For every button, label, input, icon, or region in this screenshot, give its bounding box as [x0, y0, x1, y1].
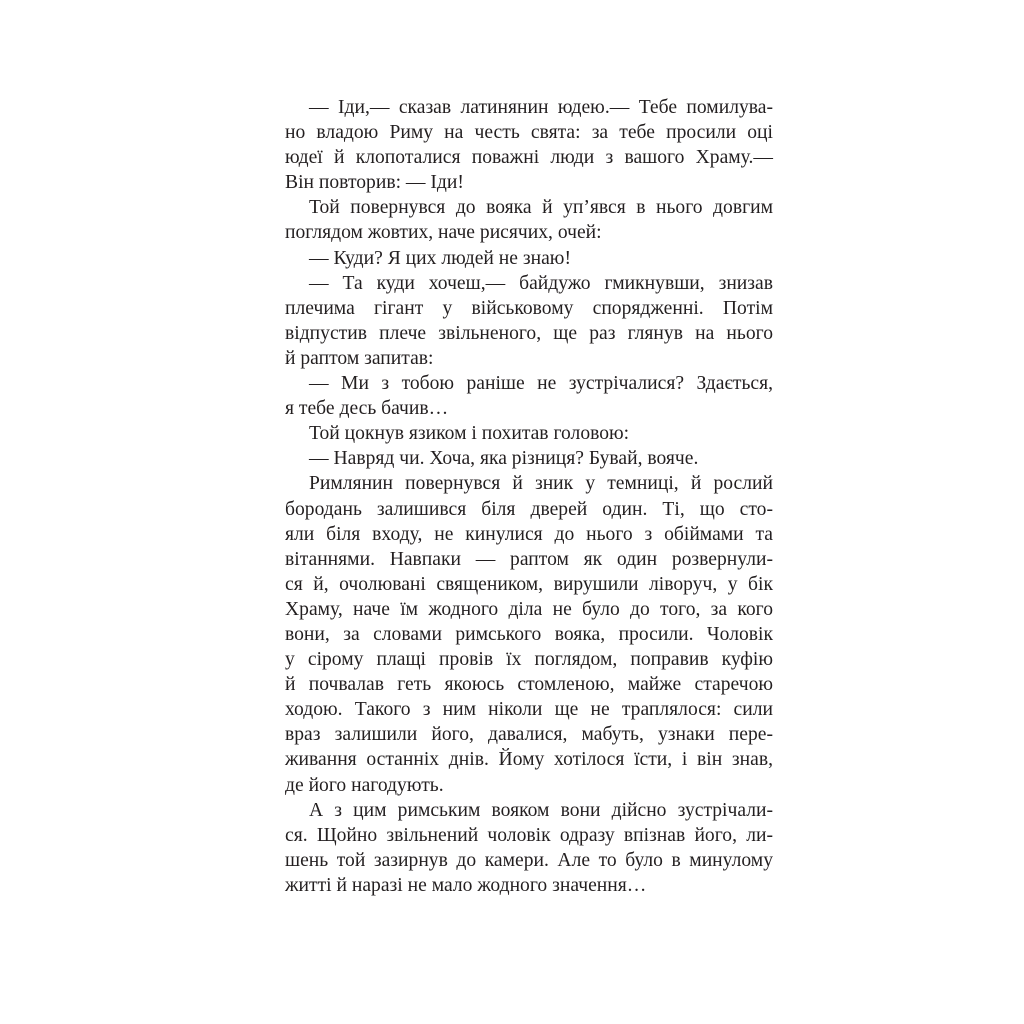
text-line: плечима гігант у військовому спорядженні. Потім — [285, 297, 773, 319]
text-line: Римлянин повернувся й зник у темниці, й рослий — [309, 473, 773, 495]
text-line: я тебе десь бачив… — [285, 398, 449, 420]
text-line: у сірому плащі провів їх поглядом, поправив куфію — [285, 649, 773, 671]
text-line: й раптом запитав: — [285, 347, 434, 369]
text-line: вони, за словами римського вояка, просили. Чоловік — [285, 623, 773, 645]
text-line: — Куди? Я цих людей не знаю! — [309, 247, 571, 269]
text-line: — Ми з тобою раніше не зустрічалися? Здається, — [309, 373, 773, 395]
text-line: — Та куди хочеш,— байдужо гмикнувши, знизав — [309, 272, 773, 294]
text-line: житті й наразі не мало жодного значення… — [285, 874, 647, 896]
text-line: поглядом жовтих, наче рисячих, очей: — [285, 222, 602, 244]
text-line: де його нагодують. — [285, 774, 444, 796]
text-line: Той повернувся до вояка й уп’явся в нього довгим — [309, 197, 773, 219]
text-line: яли біля входу, не кинулися до нього з обіймами та — [285, 523, 773, 545]
text-line: ся й, очолювані священиком, вирушили ліворуч, у бік — [285, 573, 773, 595]
text-line: ходою. Такого з ним ніколи ще не траплялося: сили — [285, 699, 773, 721]
book-page-text — [285, 95, 773, 898]
text-line: но владою Риму на честь свята: за тебе просили оці — [285, 122, 773, 144]
text-line: живання останніх днів. Йому хотілося їсти, і він знав, — [285, 749, 773, 771]
text-line: ся. Щойно звільнений чоловік одразу впізнав його, ли- — [285, 824, 773, 846]
text-line: враз залишили його, давалися, мабуть, узнаки пере- — [285, 724, 773, 746]
text-line: Він повторив: — Іди! — [285, 172, 464, 194]
text-line: бородань залишився біля дверей один. Ті, що сто- — [285, 498, 773, 520]
text-line: А з цим римським вояком вони дійсно зустрічали- — [309, 799, 773, 821]
text-line: — Навряд чи. Хоча, яка різниця? Бувай, вояче. — [309, 448, 699, 470]
text-line: юдеї й клопоталися поважні люди з вашого Храму.— — [285, 147, 773, 169]
text-line: відпустив плече звільненого, ще раз глянув на нього — [285, 322, 773, 344]
text-line: вітаннями. Навпаки — раптом як один розвернули- — [285, 548, 773, 570]
text-line: Храму, наче їм жодного діла не було до того, за кого — [285, 598, 773, 620]
text-line: шень той зазирнув до камери. Але то було в минулому — [285, 849, 773, 871]
text-line: — Іди,— сказав латинянин юдею.— Тебе помилува- — [309, 97, 773, 118]
text-line: Той цокнув язиком і похитав головою: — [309, 423, 630, 445]
text-line: й почвалав геть якоюсь стомленою, майже старечою — [285, 674, 773, 696]
